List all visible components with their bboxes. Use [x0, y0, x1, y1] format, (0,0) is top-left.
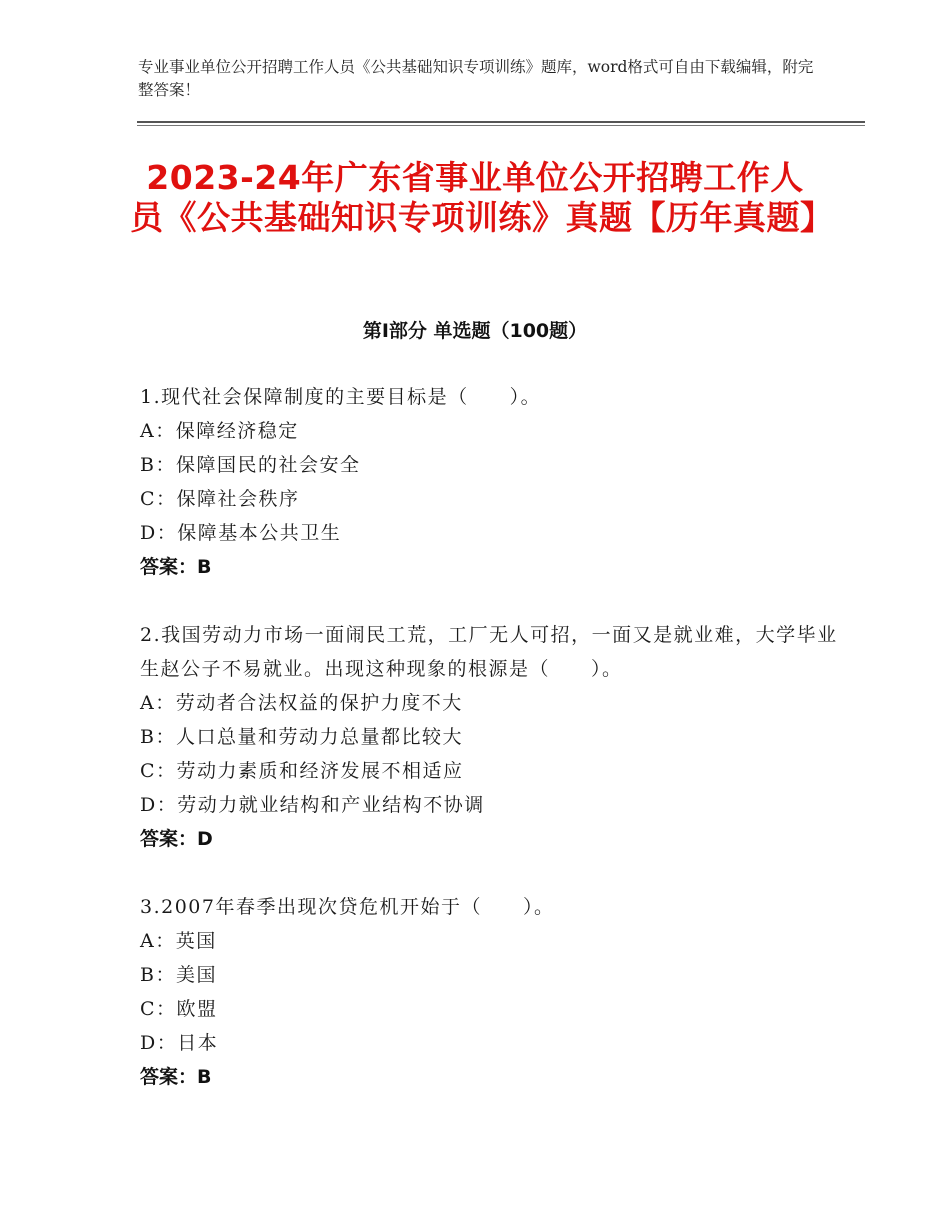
option-b: B：美国 [140, 964, 217, 986]
header-divider [137, 121, 865, 123]
section-heading: 第Ⅰ部分 单选题（100题） [362, 320, 588, 342]
answer-line: 答案：D [140, 828, 213, 850]
option-d: D：劳动力就业结构和产业结构不协调 [140, 794, 485, 816]
option-d: D：日本 [140, 1032, 219, 1054]
question-stem: 1.现代社会保障制度的主要目标是（ ）。 [140, 386, 542, 408]
option-c: C：劳动力素质和经济发展不相适应 [140, 760, 464, 782]
option-a: A：保障经济稳定 [140, 420, 299, 442]
answer-line: 答案：B [140, 1066, 212, 1088]
option-a: A：英国 [140, 930, 217, 952]
question-item [140, 380, 840, 584]
header-divider-thin [137, 125, 865, 126]
option-c: C：保障社会秩序 [140, 488, 300, 510]
header-note: 专业事业单位公开招聘工作人员《公共基础知识专项训练》题库，word格式可自由下载编辑，附完整答案！ [138, 58, 814, 99]
question-stem: 3.2007年春季出现次贷危机开始于（ ）。 [140, 896, 555, 918]
question-item [140, 618, 840, 856]
option-b: B：保障国民的社会安全 [140, 454, 361, 476]
option-c: C：欧盟 [140, 998, 218, 1020]
option-b: B：人口总量和劳动力总量都比较大 [140, 726, 463, 748]
question-stem: 2.我国劳动力市场一面闹民工荒，工厂无人可招，一面又是就业难，大学毕业生赵公子不易就业。出现这种现象的根源是（ ）。 [140, 624, 838, 680]
question-item [140, 890, 840, 1094]
document-title: 2023-24年广东省事业单位公开招聘工作人员《公共基础知识专项训练》真题【历年真题】 [130, 158, 834, 237]
option-d: D：保障基本公共卫生 [140, 522, 342, 544]
answer-line: 答案：B [140, 556, 212, 578]
question-list [140, 380, 840, 1128]
option-a: A：劳动者合法权益的保护力度不大 [140, 692, 463, 714]
